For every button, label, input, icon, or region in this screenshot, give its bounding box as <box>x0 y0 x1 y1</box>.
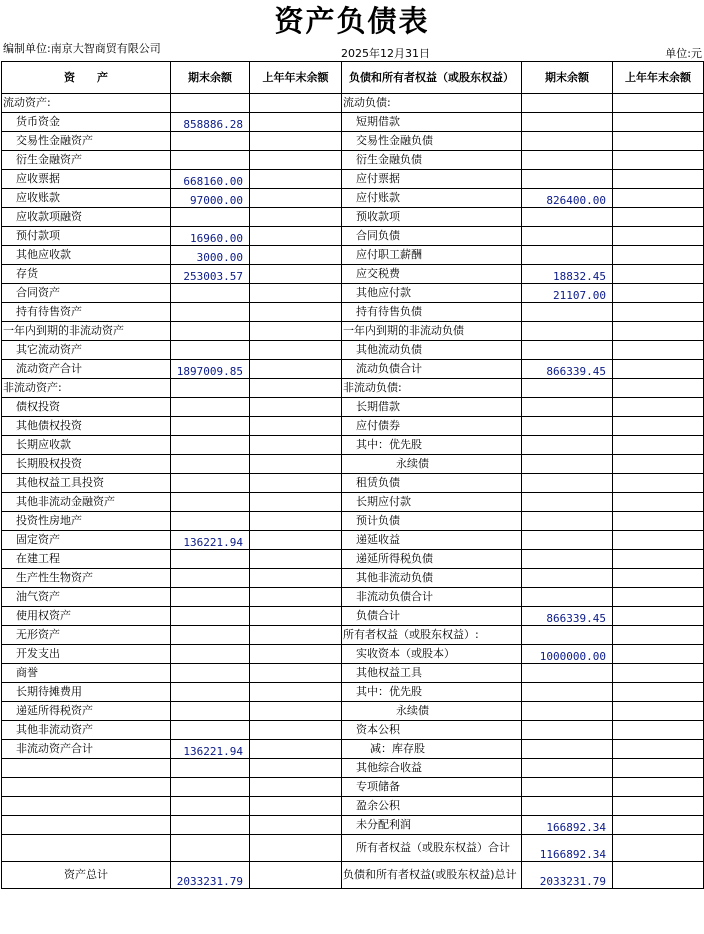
table-row <box>2 683 704 702</box>
asset-prior-year-value <box>250 797 342 816</box>
liability-prior-year-value <box>613 170 704 189</box>
asset-prior-year-value <box>250 512 342 531</box>
asset-prior-year-value <box>250 94 342 113</box>
asset-prior-year-value <box>250 455 342 474</box>
table-row <box>2 797 704 816</box>
liability-item-label: 预收款项 <box>342 208 522 227</box>
liability-prior-year-value <box>613 778 704 797</box>
header-liabilities-equity: 负债和所有者权益（或股东权益） <box>342 62 522 94</box>
liability-period-end-value <box>522 702 613 721</box>
header-prior-year: 上年年末余额 <box>250 62 342 94</box>
liability-item-label: 其他流动负债 <box>342 341 522 360</box>
liability-period-end-value <box>522 322 613 341</box>
table-row <box>2 284 704 303</box>
asset-period-end-value: 16960.00 <box>171 227 250 246</box>
asset-period-end-value <box>171 512 250 531</box>
table-body <box>2 94 704 889</box>
liability-period-end-value <box>522 398 613 417</box>
header-row <box>2 62 704 94</box>
asset-period-end-value <box>171 493 250 512</box>
asset-period-end-value <box>171 683 250 702</box>
liability-prior-year-value <box>613 246 704 265</box>
liability-period-end-value <box>522 759 613 778</box>
liability-period-end-value <box>522 151 613 170</box>
liability-item-label: 其中：优先股 <box>342 436 522 455</box>
table-row <box>2 379 704 398</box>
liability-prior-year-value <box>613 284 704 303</box>
header-period-end: 期末余额 <box>171 62 250 94</box>
liability-item-label: 应付债券 <box>342 417 522 436</box>
liability-period-end-value <box>522 721 613 740</box>
liability-item-label: 应付票据 <box>342 170 522 189</box>
liability-item-label: 递延所得税负债 <box>342 550 522 569</box>
asset-prior-year-value <box>250 151 342 170</box>
asset-item-label: 长期股权投资 <box>2 455 171 474</box>
header-assets: 资 产 <box>2 62 171 94</box>
liability-item-label: 其他应付款 <box>342 284 522 303</box>
asset-item-label <box>2 759 171 778</box>
asset-item-label: 其他非流动资产 <box>2 721 171 740</box>
table-row <box>2 227 704 246</box>
liability-period-end-value <box>522 531 613 550</box>
asset-prior-year-value <box>250 189 342 208</box>
table-row <box>2 455 704 474</box>
liability-prior-year-value <box>613 379 704 398</box>
asset-item-label <box>2 797 171 816</box>
liability-item-label: 其他综合收益 <box>342 759 522 778</box>
asset-prior-year-value <box>250 474 342 493</box>
asset-item-label <box>2 816 171 835</box>
liability-prior-year-value <box>613 797 704 816</box>
asset-period-end-value <box>171 151 250 170</box>
liability-period-end-value <box>522 379 613 398</box>
liability-period-end-value <box>522 455 613 474</box>
liability-prior-year-value <box>613 208 704 227</box>
asset-prior-year-value <box>250 398 342 417</box>
liability-prior-year-value <box>613 759 704 778</box>
liability-prior-year-value <box>613 94 704 113</box>
asset-item-label: 长期待摊费用 <box>2 683 171 702</box>
table-row <box>2 151 704 170</box>
total-assets-value: 2033231.79 <box>171 862 250 889</box>
asset-item-label: 油气资产 <box>2 588 171 607</box>
liability-period-end-value <box>522 626 613 645</box>
asset-period-end-value: 97000.00 <box>171 189 250 208</box>
liability-prior-year-value <box>613 702 704 721</box>
asset-item-label: 合同资产 <box>2 284 171 303</box>
asset-item-label <box>2 778 171 797</box>
asset-prior-year-value <box>250 379 342 398</box>
asset-item-label: 投资性房地产 <box>2 512 171 531</box>
liability-prior-year-value <box>613 341 704 360</box>
liability-prior-year-value <box>613 436 704 455</box>
asset-period-end-value <box>171 474 250 493</box>
liability-period-end-value <box>522 417 613 436</box>
asset-period-end-value <box>171 588 250 607</box>
liability-item-label: 短期借款 <box>342 113 522 132</box>
liability-period-end-value <box>522 664 613 683</box>
table-row <box>2 740 704 759</box>
asset-item-label: 长期应收款 <box>2 436 171 455</box>
table-row <box>2 816 704 835</box>
liability-period-end-value: 866339.45 <box>522 607 613 626</box>
asset-period-end-value <box>171 816 250 835</box>
liability-prior-year-value <box>613 626 704 645</box>
liability-item-label: 应交税费 <box>342 265 522 284</box>
liability-period-end-value <box>522 683 613 702</box>
asset-prior-year-value <box>250 702 342 721</box>
asset-item-label: 开发支出 <box>2 645 171 664</box>
asset-item-label: 流动资产: <box>2 94 171 113</box>
asset-prior-year-value <box>250 227 342 246</box>
liability-prior-year-value <box>613 493 704 512</box>
liability-item-label: 实收资本（或股本） <box>342 645 522 664</box>
liability-prior-year-value <box>613 531 704 550</box>
liability-period-end-value <box>522 740 613 759</box>
liability-item-label: 预计负债 <box>342 512 522 531</box>
liability-item-label: 永续债 <box>342 455 522 474</box>
liability-item-label: 交易性金融负债 <box>342 132 522 151</box>
asset-prior-year-value <box>250 246 342 265</box>
header-prior-year-2: 上年年末余额 <box>613 62 704 94</box>
liability-period-end-value <box>522 474 613 493</box>
table-row <box>2 645 704 664</box>
liability-period-end-value: 1000000.00 <box>522 645 613 664</box>
liability-prior-year-value <box>613 569 704 588</box>
asset-item-label: 递延所得税资产 <box>2 702 171 721</box>
liability-item-label: 长期应付款 <box>342 493 522 512</box>
liability-prior-year-value <box>613 721 704 740</box>
asset-prior-year-value <box>250 170 342 189</box>
liability-period-end-value <box>522 436 613 455</box>
liability-prior-year-value <box>613 588 704 607</box>
liability-item-label: 租赁负债 <box>342 474 522 493</box>
asset-prior-year-value <box>250 436 342 455</box>
liability-prior-year-value <box>613 816 704 835</box>
liability-prior-year-value <box>613 265 704 284</box>
asset-item-label: 预付款项 <box>2 227 171 246</box>
asset-item-label: 无形资产 <box>2 626 171 645</box>
asset-item-label: 非流动资产合计 <box>2 740 171 759</box>
liability-prior-year-value <box>613 455 704 474</box>
asset-item-label: 其他非流动金融资产 <box>2 493 171 512</box>
asset-period-end-value: 858886.28 <box>171 113 250 132</box>
asset-period-end-value <box>171 797 250 816</box>
table-row <box>2 569 704 588</box>
table-row <box>2 626 704 645</box>
asset-prior-year-value <box>250 645 342 664</box>
table-row <box>2 94 704 113</box>
table-row <box>2 208 704 227</box>
liability-item-label: 减：库存股 <box>342 740 522 759</box>
liability-item-label: 合同负债 <box>342 227 522 246</box>
liability-period-end-value: 826400.00 <box>522 189 613 208</box>
asset-period-end-value <box>171 417 250 436</box>
table-row <box>2 360 704 379</box>
asset-item-label: 衍生金融资产 <box>2 151 171 170</box>
liability-item-label: 应付账款 <box>342 189 522 208</box>
asset-prior-year-value <box>250 740 342 759</box>
asset-prior-year-value <box>250 626 342 645</box>
asset-period-end-value <box>171 702 250 721</box>
table-row <box>2 303 704 322</box>
asset-item-label: 应收票据 <box>2 170 171 189</box>
liability-item-label: 非流动负债: <box>342 379 522 398</box>
liability-prior-year-value <box>613 683 704 702</box>
table-row <box>2 265 704 284</box>
table-row <box>2 170 704 189</box>
table-row <box>2 550 704 569</box>
asset-period-end-value <box>171 322 250 341</box>
asset-item-label: 货币资金 <box>2 113 171 132</box>
asset-item-label: 非流动资产: <box>2 379 171 398</box>
asset-period-end-value <box>171 664 250 683</box>
asset-period-end-value: 136221.94 <box>171 740 250 759</box>
table-row <box>2 113 704 132</box>
asset-prior-year-value <box>250 360 342 379</box>
asset-item-label: 使用权资产 <box>2 607 171 626</box>
liability-period-end-value <box>522 588 613 607</box>
liability-prior-year-value <box>613 474 704 493</box>
liability-prior-year-value <box>613 189 704 208</box>
liability-item-label: 应付职工薪酬 <box>342 246 522 265</box>
asset-period-end-value <box>171 379 250 398</box>
table-row <box>2 189 704 208</box>
table-row <box>2 664 704 683</box>
table-row <box>2 322 704 341</box>
asset-prior-year-value <box>250 816 342 835</box>
liability-item-label: 资本公积 <box>342 721 522 740</box>
asset-period-end-value <box>171 607 250 626</box>
asset-prior-year-value <box>250 588 342 607</box>
total-assets-label: 资产总计 <box>2 862 171 889</box>
table-row <box>2 702 704 721</box>
liability-prior-year-value <box>613 550 704 569</box>
liability-item-label: 其他非流动负债 <box>342 569 522 588</box>
equity-total-label: 所有者权益（或股东权益）合计 <box>342 835 522 862</box>
liability-item-label: 永续债 <box>342 702 522 721</box>
liability-prior-year-value <box>613 607 704 626</box>
liability-period-end-value <box>522 569 613 588</box>
asset-item-label: 其他债权投资 <box>2 417 171 436</box>
asset-prior-year-value <box>250 721 342 740</box>
asset-period-end-value: 253003.57 <box>171 265 250 284</box>
liability-item-label: 递延收益 <box>342 531 522 550</box>
total-liabilities-equity-value: 2033231.79 <box>522 862 613 889</box>
equity-total-value: 1166892.34 <box>522 835 613 862</box>
table-row <box>2 778 704 797</box>
table-row <box>2 474 704 493</box>
asset-period-end-value <box>171 569 250 588</box>
asset-prior-year-value <box>250 531 342 550</box>
liability-item-label: 其中：优先股 <box>342 683 522 702</box>
asset-item-label: 应收款项融资 <box>2 208 171 227</box>
asset-prior-year-value <box>250 113 342 132</box>
liability-period-end-value <box>522 778 613 797</box>
liability-period-end-value <box>522 550 613 569</box>
asset-period-end-value <box>171 759 250 778</box>
liability-prior-year-value <box>613 113 704 132</box>
liability-period-end-value <box>522 227 613 246</box>
liability-prior-year-value <box>613 512 704 531</box>
asset-prior-year-value <box>250 778 342 797</box>
liability-item-label: 未分配利润 <box>342 816 522 835</box>
table-row <box>2 607 704 626</box>
liability-prior-year-value <box>613 151 704 170</box>
table-row <box>2 246 704 265</box>
asset-period-end-value <box>171 284 250 303</box>
liability-item-label: 专项储备 <box>342 778 522 797</box>
liability-period-end-value <box>522 246 613 265</box>
asset-prior-year-value <box>250 683 342 702</box>
asset-prior-year-value <box>250 569 342 588</box>
table-row <box>2 132 704 151</box>
asset-period-end-value <box>171 341 250 360</box>
asset-period-end-value <box>171 778 250 797</box>
table-row-equity-total <box>2 835 704 862</box>
asset-item-label: 固定资产 <box>2 531 171 550</box>
asset-item-label: 在建工程 <box>2 550 171 569</box>
reporting-entity: 编制单位:南京大智商贸有限公司 <box>3 42 161 55</box>
liability-period-end-value <box>522 132 613 151</box>
asset-item-label: 商誉 <box>2 664 171 683</box>
asset-period-end-value <box>171 303 250 322</box>
table-row <box>2 398 704 417</box>
asset-prior-year-value <box>250 759 342 778</box>
table-row <box>2 512 704 531</box>
liability-item-label: 长期借款 <box>342 398 522 417</box>
report-title: 资产负债表 <box>274 4 430 38</box>
asset-item-label: 应收账款 <box>2 189 171 208</box>
asset-period-end-value <box>171 550 250 569</box>
asset-item-label: 其他应收款 <box>2 246 171 265</box>
liability-item-label: 衍生金融负债 <box>342 151 522 170</box>
asset-period-end-value <box>171 626 250 645</box>
liability-prior-year-value <box>613 360 704 379</box>
liability-prior-year-value <box>613 322 704 341</box>
asset-item-label: 持有待售资产 <box>2 303 171 322</box>
asset-prior-year-value <box>250 303 342 322</box>
liability-period-end-value <box>522 303 613 322</box>
liability-period-end-value <box>522 113 613 132</box>
liability-period-end-value <box>522 797 613 816</box>
asset-period-end-value <box>171 398 250 417</box>
asset-period-end-value <box>171 208 250 227</box>
table-row <box>2 493 704 512</box>
liability-period-end-value <box>522 341 613 360</box>
liability-item-label: 其他权益工具 <box>342 664 522 683</box>
asset-item-label: 其它流动资产 <box>2 341 171 360</box>
asset-period-end-value <box>171 721 250 740</box>
liability-prior-year-value <box>613 417 704 436</box>
currency-unit: 单位:元 <box>665 47 702 60</box>
asset-period-end-value <box>171 436 250 455</box>
balance-sheet-table <box>1 61 704 889</box>
asset-period-end-value <box>171 94 250 113</box>
asset-prior-year-value <box>250 417 342 436</box>
liability-item-label: 流动负债: <box>342 94 522 113</box>
asset-period-end-value <box>171 132 250 151</box>
asset-period-end-value: 1897009.85 <box>171 360 250 379</box>
table-row <box>2 531 704 550</box>
asset-prior-year-value <box>250 265 342 284</box>
asset-prior-year-value <box>250 664 342 683</box>
liability-prior-year-value <box>613 740 704 759</box>
liability-prior-year-value <box>613 645 704 664</box>
liability-item-label: 负债合计 <box>342 607 522 626</box>
liability-period-end-value: 866339.45 <box>522 360 613 379</box>
liability-item-label: 盈余公积 <box>342 797 522 816</box>
asset-period-end-value <box>171 645 250 664</box>
asset-period-end-value: 3000.00 <box>171 246 250 265</box>
asset-prior-year-value <box>250 341 342 360</box>
asset-period-end-value <box>171 455 250 474</box>
table-row-grand-total <box>2 862 704 889</box>
total-liabilities-equity-label: 负债和所有者权益(或股东权益)总计 <box>342 862 522 889</box>
table-row <box>2 721 704 740</box>
table-row <box>2 588 704 607</box>
asset-period-end-value: 136221.94 <box>171 531 250 550</box>
asset-prior-year-value <box>250 493 342 512</box>
liability-period-end-value: 18832.45 <box>522 265 613 284</box>
liability-period-end-value <box>522 512 613 531</box>
liability-period-end-value <box>522 94 613 113</box>
asset-item-label: 其他权益工具投资 <box>2 474 171 493</box>
liability-item-label: 所有者权益（或股东权益）: <box>342 626 522 645</box>
liability-period-end-value <box>522 208 613 227</box>
liability-period-end-value <box>522 170 613 189</box>
asset-item-label: 生产性生物资产 <box>2 569 171 588</box>
asset-item-label: 一年内到期的非流动资产 <box>2 322 171 341</box>
table-row <box>2 341 704 360</box>
asset-item-label: 交易性金融资产 <box>2 132 171 151</box>
liability-prior-year-value <box>613 132 704 151</box>
liability-prior-year-value <box>613 398 704 417</box>
liability-prior-year-value <box>613 664 704 683</box>
asset-item-label: 流动资产合计 <box>2 360 171 379</box>
liability-period-end-value: 21107.00 <box>522 284 613 303</box>
asset-prior-year-value <box>250 322 342 341</box>
report-date: 2025年12月31日 <box>341 47 430 60</box>
table-row <box>2 417 704 436</box>
asset-prior-year-value <box>250 284 342 303</box>
asset-item-label: 债权投资 <box>2 398 171 417</box>
liability-prior-year-value <box>613 303 704 322</box>
liability-item-label: 流动负债合计 <box>342 360 522 379</box>
liability-item-label: 一年内到期的非流动负债 <box>342 322 522 341</box>
liability-period-end-value <box>522 493 613 512</box>
header-period-end-2: 期末余额 <box>522 62 613 94</box>
table-row <box>2 759 704 778</box>
asset-item-label: 存货 <box>2 265 171 284</box>
asset-prior-year-value <box>250 607 342 626</box>
asset-prior-year-value <box>250 132 342 151</box>
liability-item-label: 持有待售负债 <box>342 303 522 322</box>
liability-prior-year-value <box>613 227 704 246</box>
table-row <box>2 436 704 455</box>
asset-prior-year-value <box>250 208 342 227</box>
asset-prior-year-value <box>250 550 342 569</box>
liability-period-end-value: 166892.34 <box>522 816 613 835</box>
asset-period-end-value: 668160.00 <box>171 170 250 189</box>
liability-item-label: 非流动负债合计 <box>342 588 522 607</box>
